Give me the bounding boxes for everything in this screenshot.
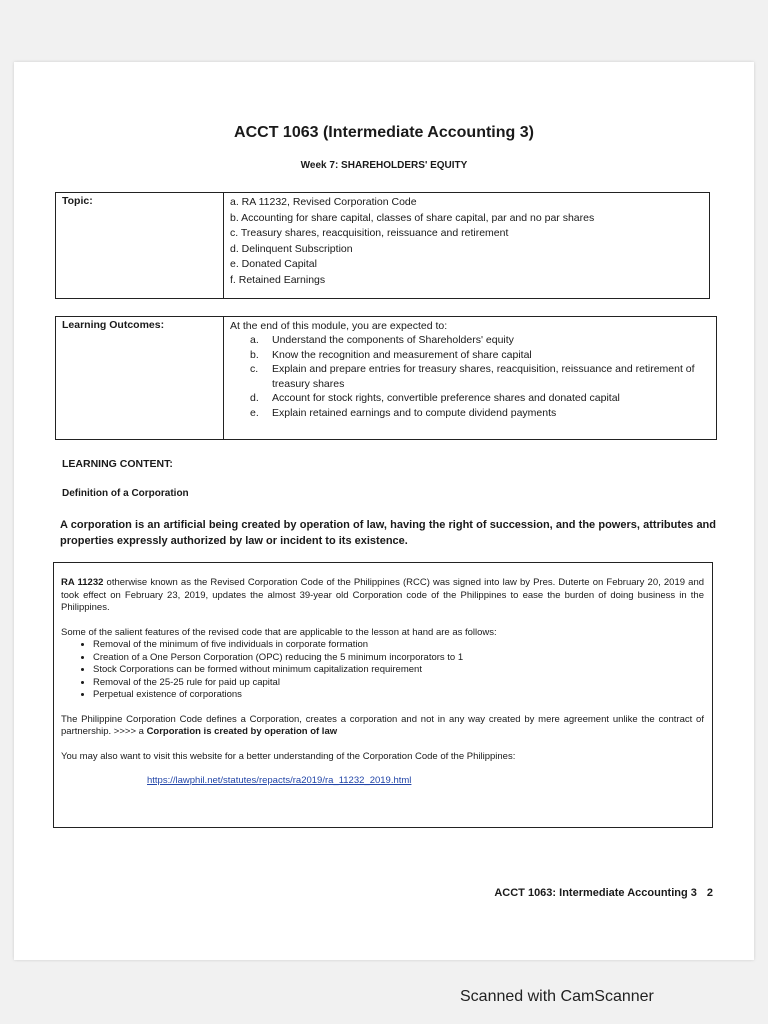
corporation-code-bold: Corporation is created by operation of law [146,726,338,737]
features-list [61,639,704,702]
corporation-definition: A corporation is an artificial being created by operation of law, having the right of succession, and the powers, attributes and properties expressly authorized by law or incident to its existence. [60,519,716,547]
learning-content-heading: LEARNING CONTENT: [62,458,173,470]
outcome-item [230,333,710,348]
camscanner-watermark: Scanned with CamScanner [460,988,654,1005]
feature-item: • Removal of the minimum of five individuals in corporate formation [93,639,704,652]
outcome-item [230,348,710,363]
topic-label: Topic: [56,193,224,299]
learning-outcomes-table [55,316,717,440]
outcome-text: Know the recognition and measurement of share capital [272,348,532,361]
topic-list [224,193,710,299]
outcomes-label: Learning Outcomes: [56,317,224,440]
corporation-code-paragraph [61,714,704,739]
outcome-text: Explain retained earnings and to compute dividend payments [272,406,557,419]
outcome-text: Understand the components of Shareholders' equity [272,334,514,346]
feature-item: • Stock Corporations can be formed without minimum capitalization requirement [93,664,704,677]
outcome-letter: d. [250,392,259,404]
outcome-text: Explain and prepare entries for treasury shares, reacquisition, reissuance and retirement of treasury shares [272,363,695,390]
outcome-letter: b. [250,348,259,361]
topic-item: e. Donated Capital [230,258,317,270]
outcome-letter: e. [250,406,259,419]
outcomes-intro: At the end of this module, you are expected to: [230,320,448,332]
lawphil-link[interactable]: https://lawphil.net/statutes/repacts/ra2019/ra_11232_2019.html [147,775,412,786]
info-paragraph [61,577,704,615]
outcome-item [230,362,710,391]
outcomes-list [224,317,717,440]
corporation-code-text: The Philippine Corporation Code defines a Corporation, creates a corporation and not in any way created by mere agreement unlike the contract of partnership. >>>> a [61,713,704,737]
features-intro: Some of the salient features of the revised code that are applicable to the lesson at hand are as follows: [61,626,497,638]
feature-item: • Creation of a One Person Corporation (OPC) reducing the 5 minimum incorporators to 1 [93,652,704,665]
page-footer [494,887,713,899]
website-paragraph: You may also want to visit this website for a better understanding of the Corporation Code of the Philippines: [61,750,516,762]
ra-11232-info-box [53,562,713,828]
topic-item: d. Delinquent Subscription [230,242,353,255]
topic-table [55,192,710,299]
outcome-text: Account for stock rights, convertible preference shares and donated capital [272,392,620,404]
info-paragraph-text: otherwise known as the Revised Corporation Code of the Philippines (RCC) was signed into law by Pres. Duterte on February 20, 2019 and took effect on February 23, 2019, updates the almost 39-year old Corporation code of the Philippines to ease the burden of doing business in the Philippines. [61,577,705,613]
footer-course: ACCT 1063: Intermediate Accounting 3 [494,887,697,899]
topic-item: a. RA 11232, Revised Corporation Code [230,196,417,208]
ra-number: RA 11232 [61,577,104,588]
feature-item: • Removal of the 25-25 rule for paid up capital [93,677,704,690]
document-title: ACCT 1063 (Intermediate Accounting 3) [234,124,534,141]
definition-subheading: Definition of a Corporation [62,488,189,499]
week-title: Week 7: SHAREHOLDERS' EQUITY [300,160,468,171]
page-number: 2 [706,887,713,899]
feature-item: • Perpetual existence of corporations [93,689,704,702]
topic-item: c. Treasury shares, reacquisition, reissuance and retirement [230,227,509,239]
outcome-item [230,391,710,406]
outcome-item [230,406,710,421]
outcome-letter: c. [250,363,259,375]
outcome-letter: a. [250,334,259,346]
topic-item: f. Retained Earnings [230,273,326,286]
topic-item: b. Accounting for share capital, classes of share capital, par and no par shares [230,211,595,224]
